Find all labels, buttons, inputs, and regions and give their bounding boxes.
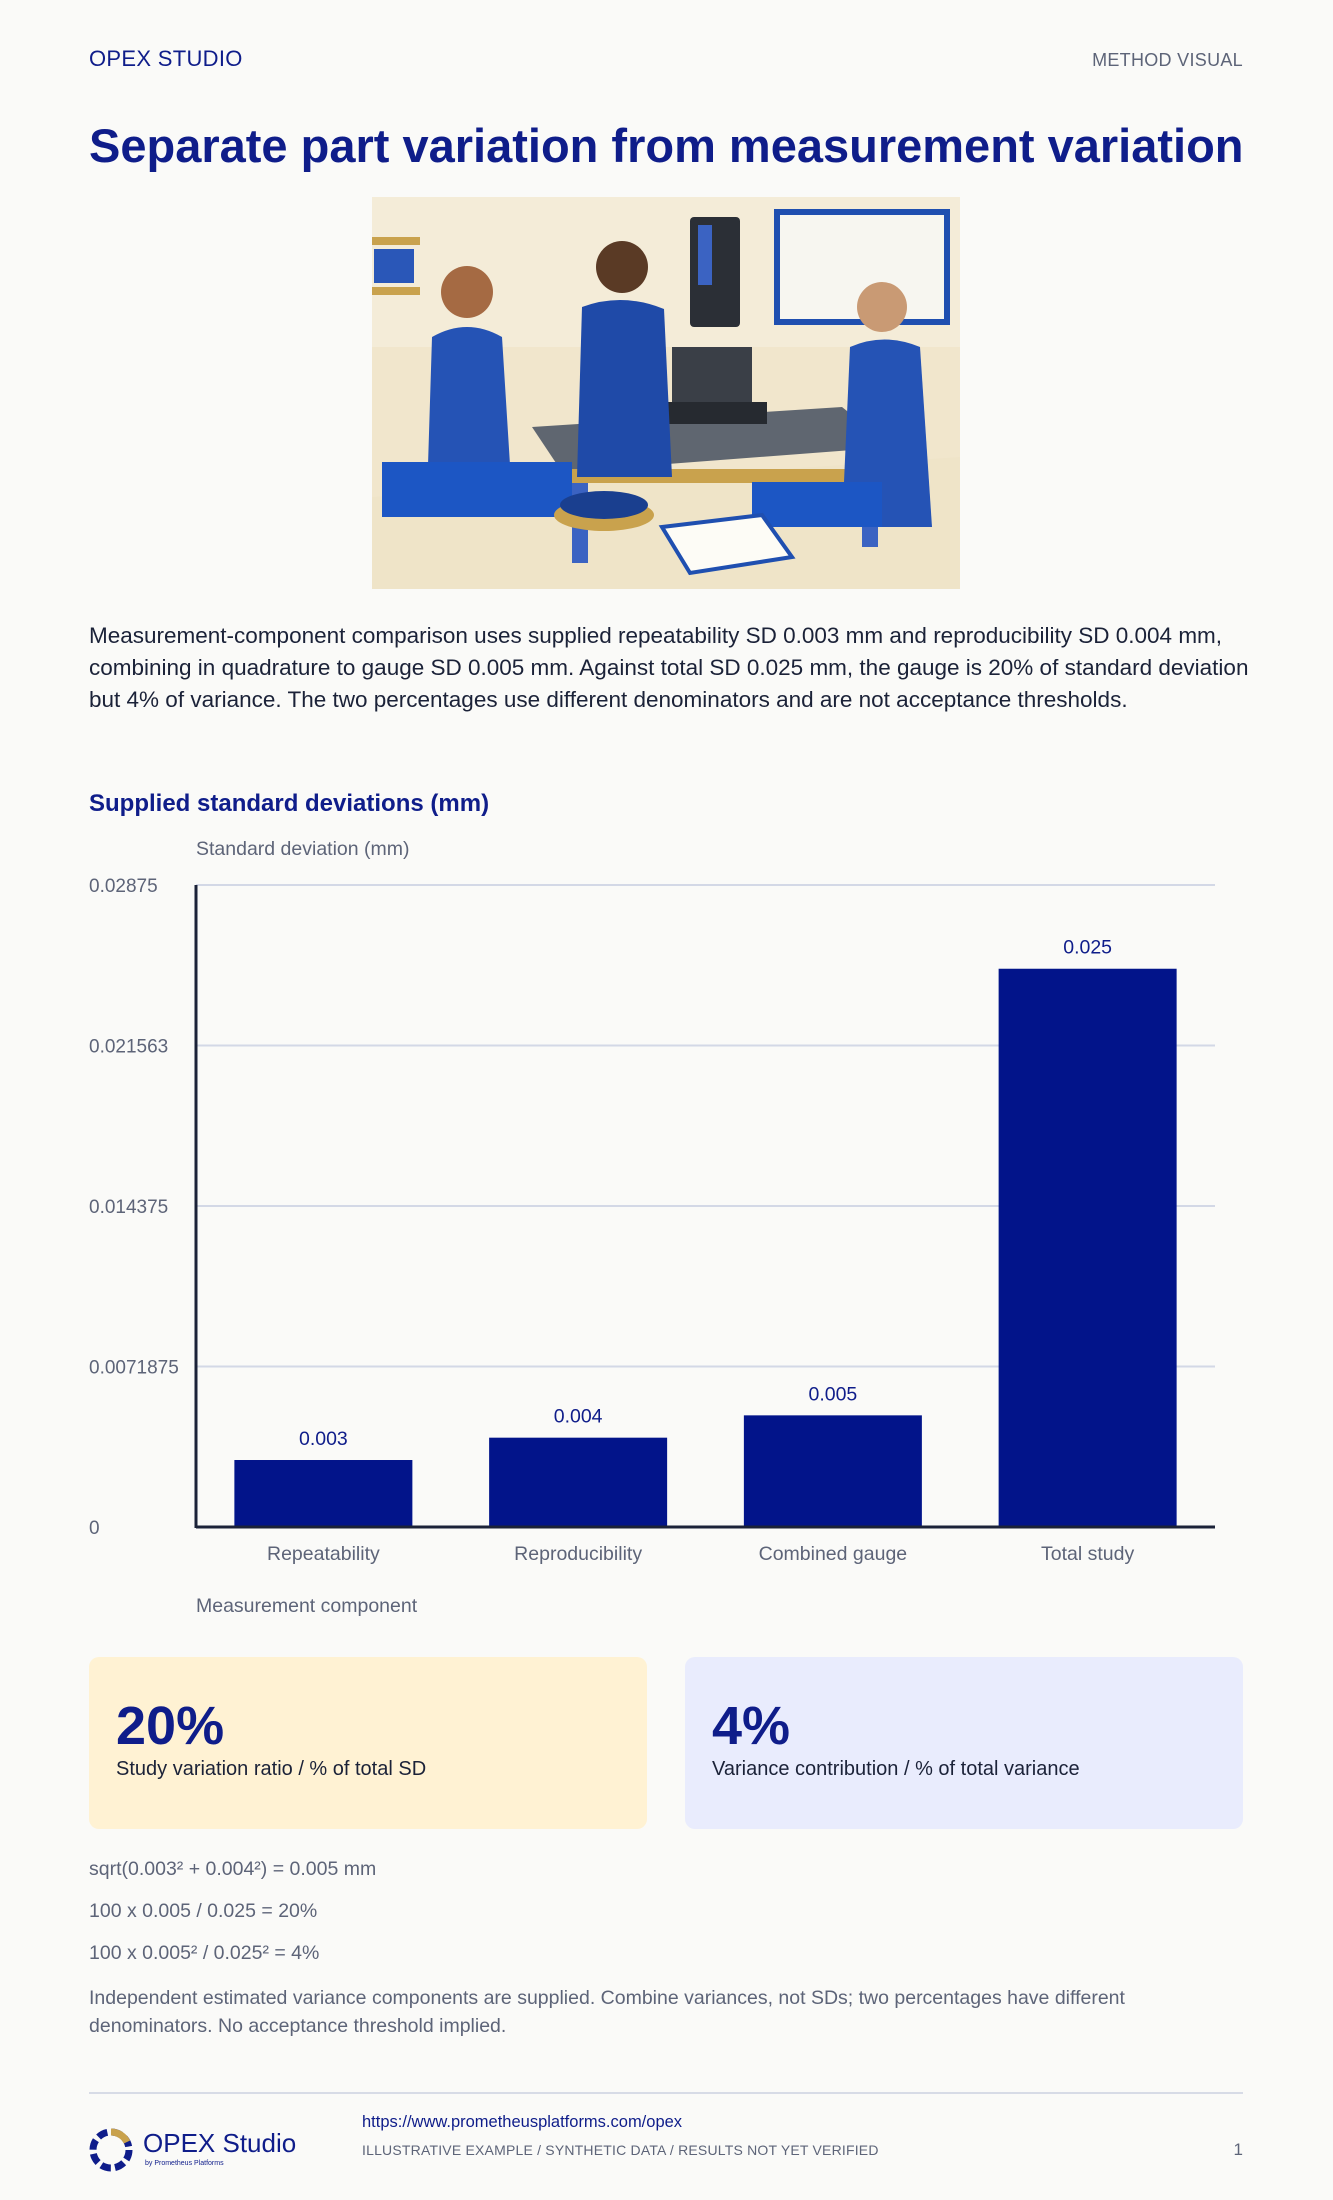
variance-label: Variance contribution / % of total variance — [712, 1758, 1080, 1780]
formula-line: 100 x 0.005 / 0.025 = 20% — [89, 1900, 318, 1922]
x-axis-label: Measurement component — [196, 1595, 418, 1617]
bar — [234, 1460, 412, 1527]
bar — [744, 1415, 922, 1527]
chart-heading: Supplied standard deviations (mm) — [89, 790, 490, 817]
footer-divider — [89, 2092, 1243, 2094]
bar-value-label: 0.004 — [553, 1405, 603, 1428]
sd-ratio-value: 20% — [116, 1696, 225, 1756]
page-number: 1 — [1233, 2140, 1243, 2159]
opex-logo-icon — [87, 2126, 135, 2174]
bar-value-label: 0.025 — [1063, 936, 1113, 959]
metric-cards — [89, 1657, 1243, 1829]
x-tick-label: Reproducibility — [514, 1543, 643, 1565]
lab-photo-illustration — [372, 197, 960, 589]
y-tick-label: 0.02875 — [89, 876, 158, 897]
method-note: Independent estimated variance components are supplied. Combine variances, not SDs; two percentages have different denominators. No acceptance threshold implied. — [89, 1987, 1125, 2037]
footer-brand-sub: by Prometheus Platforms — [145, 2160, 224, 2167]
y-tick-label: 0.0071875 — [89, 1357, 179, 1379]
x-tick-label: Total study — [1041, 1543, 1135, 1565]
x-tick-label: Combined gauge — [758, 1543, 908, 1565]
y-tick-label: 0 — [89, 1518, 100, 1539]
bar-value-label: 0.005 — [808, 1383, 858, 1406]
sd-ratio-card — [89, 1657, 647, 1829]
footer-brand-name: OPEX Studio — [143, 2128, 297, 2158]
footer-disclaimer: ILLUSTRATIVE EXAMPLE / SYNTHETIC DATA / RESULTS NOT YET VERIFIED — [362, 2142, 879, 2158]
bar — [999, 969, 1177, 1527]
intro-paragraph: Measurement-component comparison uses supplied repeatability SD 0.003 mm and reproducibility SD 0.004 mm, combining in quadrature to gauge SD 0.005 mm. Against total SD 0.025 mm, the gauge is 20% of standard deviation but 4% of variance. The two percentages use different denominators and are not acceptance thresholds. — [89, 623, 1249, 712]
page-title: Separate part variation from measurement variation — [89, 119, 1244, 172]
variance-card — [685, 1657, 1243, 1829]
y-axis-label: Standard deviation (mm) — [196, 838, 410, 860]
variance-value: 4% — [712, 1696, 791, 1756]
sd-bar-chart — [0, 820, 1333, 1620]
footer-url-link[interactable]: https://www.prometheusplatforms.com/opex — [362, 2113, 683, 2131]
x-tick-label: Repeatability — [267, 1543, 380, 1565]
formula-line: 100 x 0.005² / 0.025² = 4% — [89, 1942, 320, 1964]
brand-label: OPEX STUDIO — [89, 46, 243, 71]
formula-line: sqrt(0.003² + 0.004²) = 0.005 mm — [89, 1858, 377, 1880]
bar — [489, 1438, 667, 1527]
y-tick-label: 0.014375 — [89, 1197, 169, 1218]
y-tick-label: 0.021563 — [89, 1036, 169, 1058]
sd-ratio-label: Study variation ratio / % of total SD — [116, 1758, 427, 1780]
bar-value-label: 0.003 — [298, 1428, 348, 1451]
method-visual-tag: METHOD VISUAL — [1092, 50, 1243, 70]
